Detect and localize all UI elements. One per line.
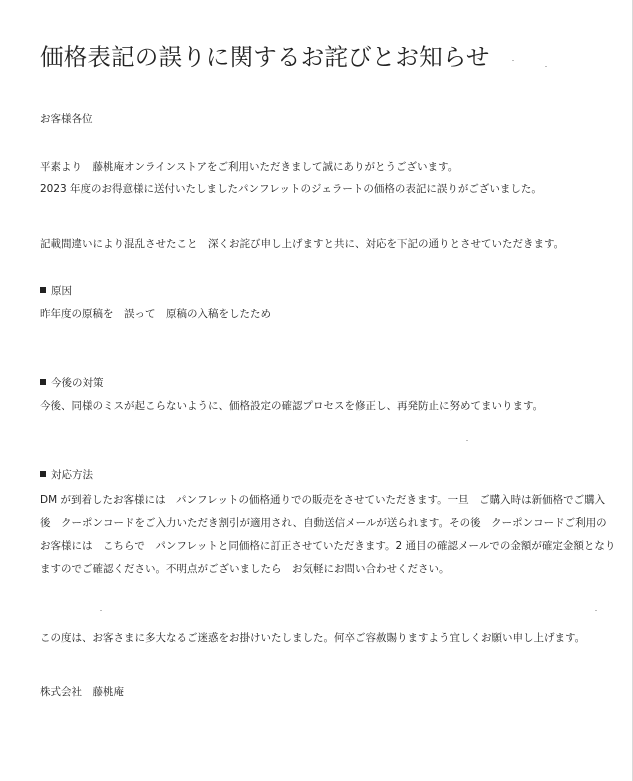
intro-line-2: 2023 年度のお得意様に送付いたしましたパンフレットのジェラートの価格の表記に誤りがございました。 [40,183,542,195]
section-heading-cause-label: 原因 [51,285,72,297]
section-heading-future-label: 今後の対策 [51,377,104,389]
section-heading-response [40,468,93,482]
scan-speck [466,440,468,441]
section-body-response-line-3: お客様には こちらで パンフレットと同価格に訂正させていただきます。2 通目の確認メールでの金額が確定金額となり [40,540,616,552]
salutation: お客様各位 [40,113,93,125]
bullet-square-icon [40,379,46,385]
bullet-square-icon [40,287,46,293]
section-heading-cause [40,284,72,298]
apology-line: 記載間違いにより混乱させたこと 深くお詫び申し上げますと共に、対応を下記の通りとさせていただきます。 [40,238,565,250]
section-body-future: 今後、同様のミスが起こらないように、価格設定の確認プロセスを修正し、再発防止に努めてまいります。 [40,400,544,412]
section-body-response-line-1: DM が到着したお客様には パンフレットの価格通りでの販売をさせていただきます。一旦 ご購入時は新価格でご購入 [40,494,606,506]
closing-line: この度は、お客さまに多大なるご迷惑をお掛けいたしました。何卒ご容赦賜りますよう宜しくお願い申し上げます。 [40,632,586,644]
section-body-cause: 昨年度の原稿を 誤って 原稿の入稿をしたため [40,308,271,320]
section-body-response-line-2: 後 クーポンコードをご入力いただき割引が適用され、自動送信メールが送られます。その後 クーポンコードご利用の [40,517,607,529]
bullet-square-icon [40,471,46,477]
scan-speck [512,60,514,61]
intro-line-1: 平素より 藤桃庵オンラインストアをご利用いただきまして誠にありがとうございます。 [40,161,459,173]
scan-speck [595,610,597,611]
scan-speck [100,610,102,611]
section-heading-future [40,376,104,390]
scan-speck [545,66,547,67]
section-body-response-line-4: ますのでご確認ください。不明点がございましたら お気軽にお問い合わせください。 [40,563,450,575]
signature: 株式会社 藤桃庵 [40,686,124,698]
section-heading-response-label: 対応方法 [51,469,93,481]
page-title: 価格表記の誤りに関するお詫びとお知らせ [40,43,490,71]
